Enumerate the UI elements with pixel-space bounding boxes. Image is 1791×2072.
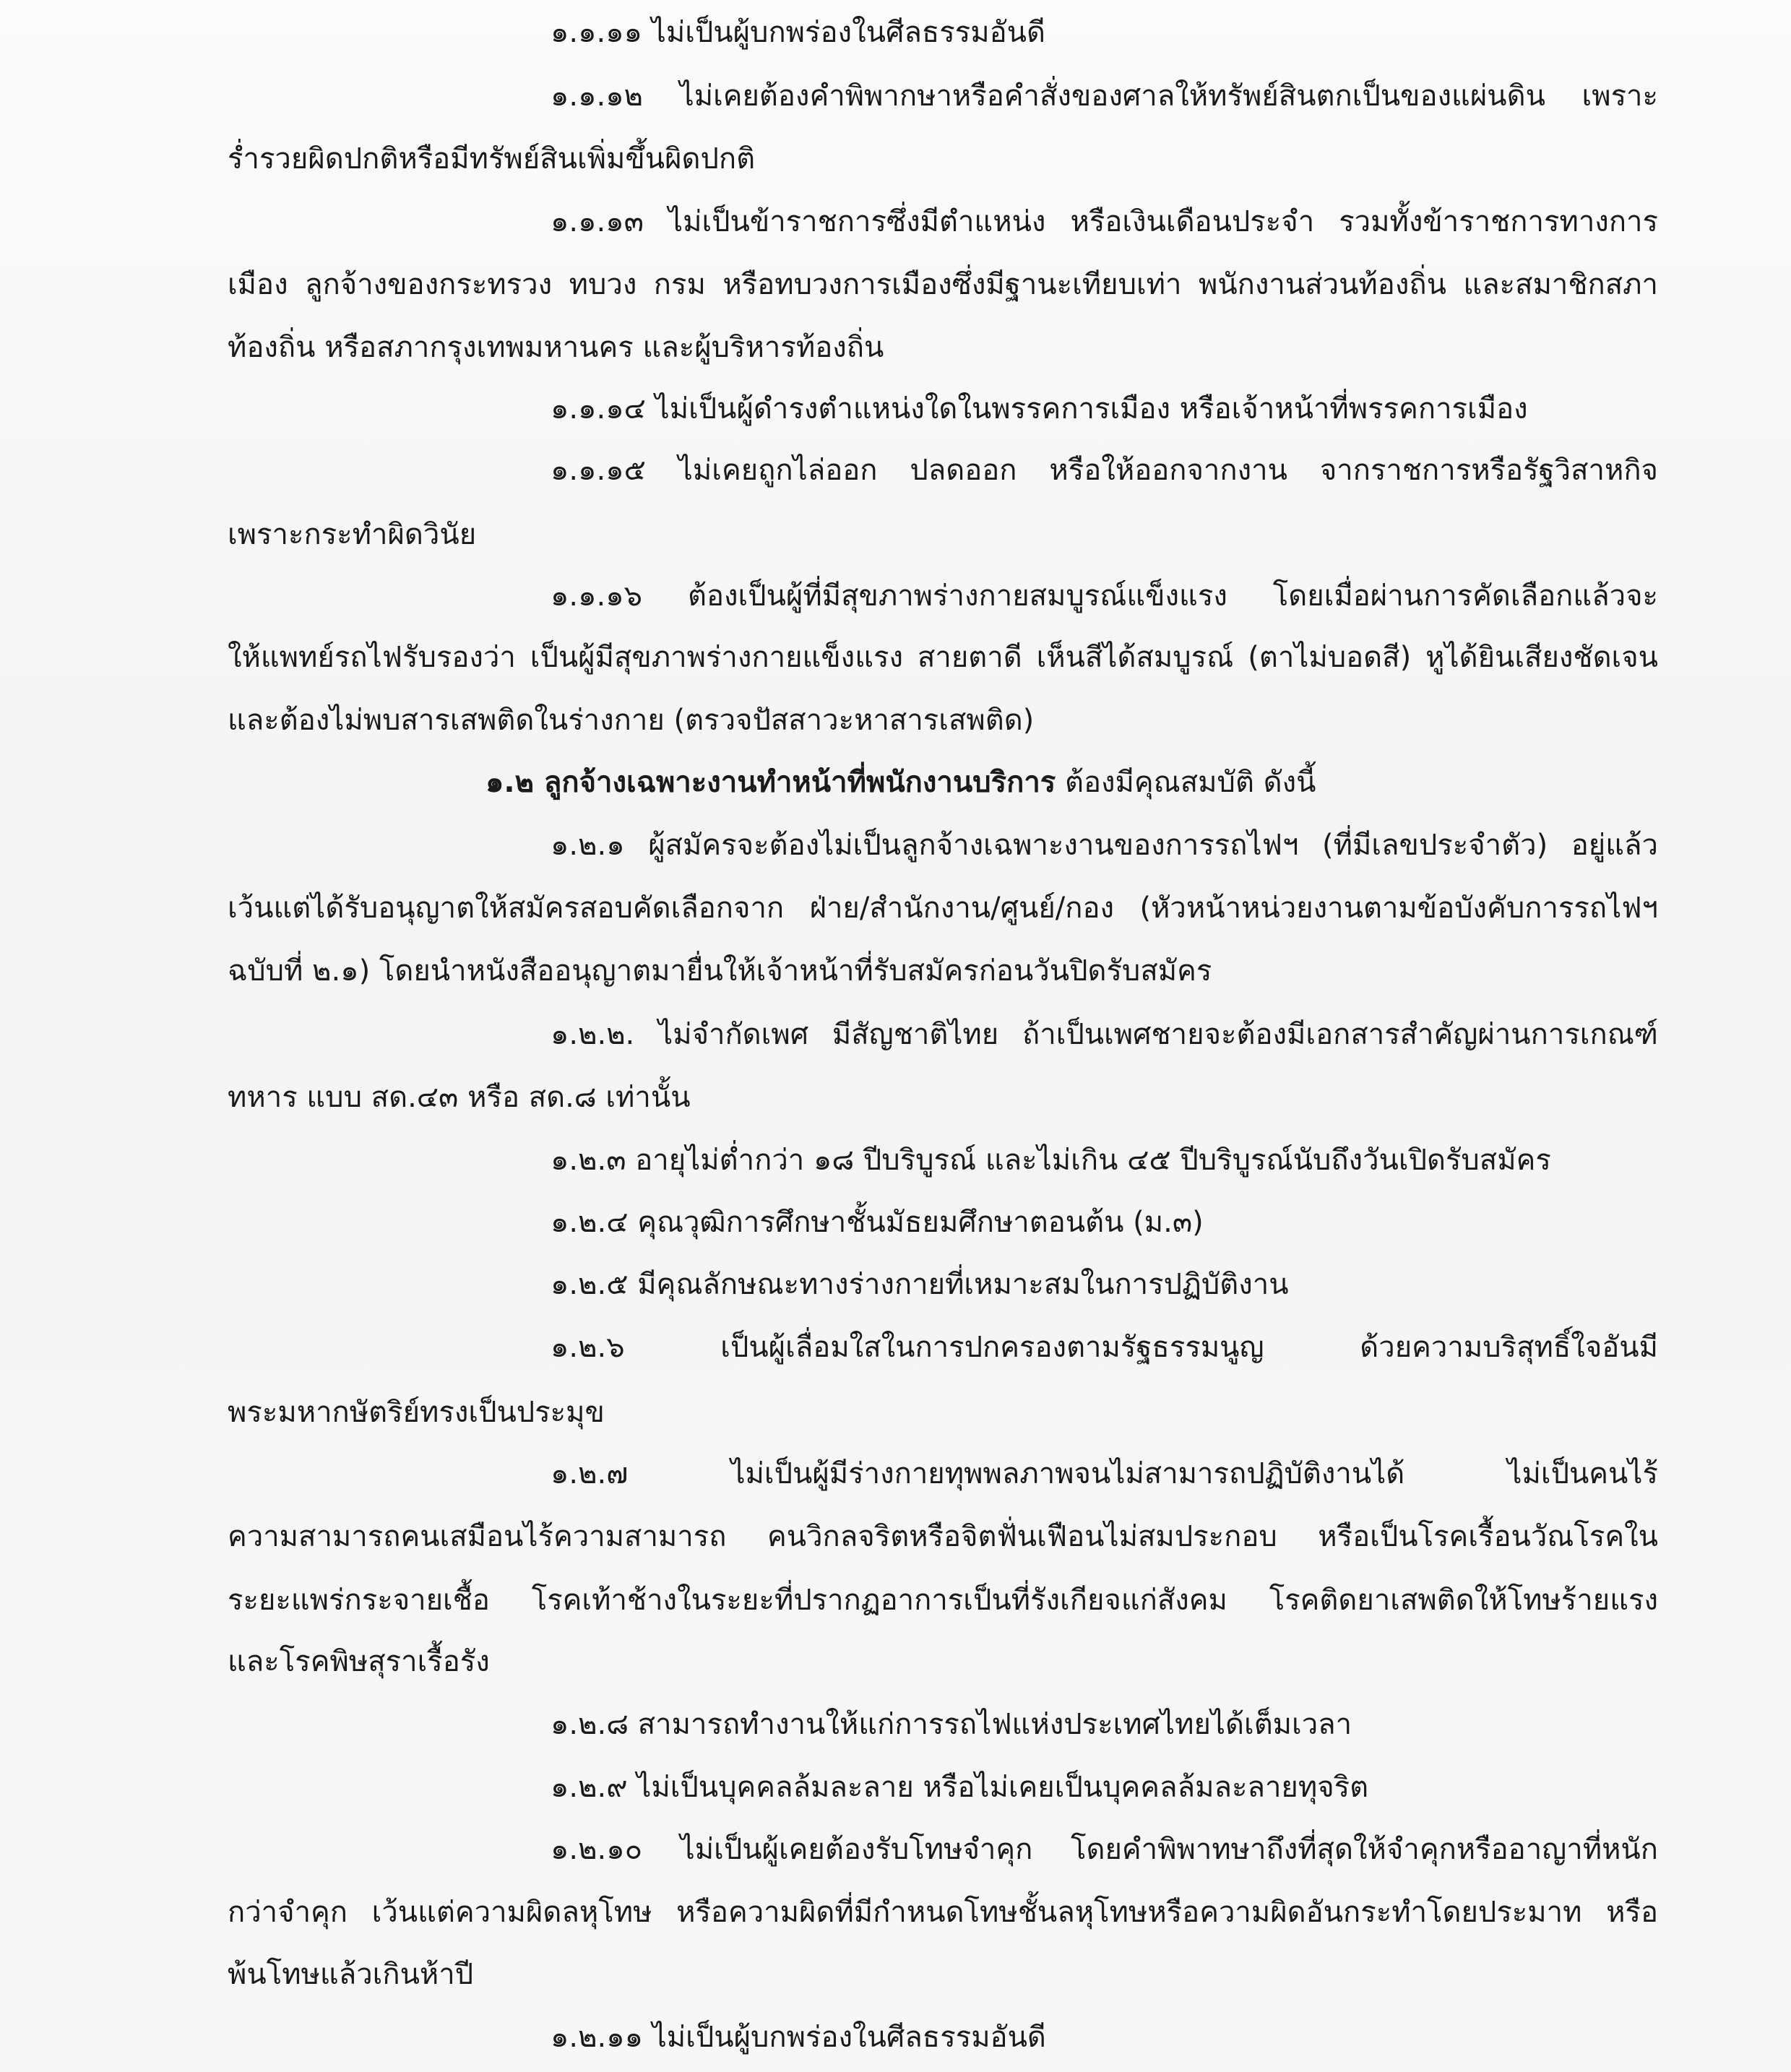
item-number: ๑.๑.๑๑ [551, 16, 642, 49]
item-number: ๑.๒.๔ [551, 1206, 629, 1239]
item-1-1-14 [551, 387, 1528, 431]
item-1-2-1 [551, 824, 1658, 867]
item-continuation: พระมหากษัตริย์ทรงเป็นประมุข [228, 1396, 605, 1429]
item-1-2-4 [551, 1201, 1204, 1244]
item-text: ไม่เป็นบุคคลล้มละลาย หรือไม่เคยเป็นบุคคลล้มละลายทุจริต [636, 1771, 1369, 1804]
item-text: ไม่เคยถูกไล่ออก ปลดออก หรือให้ออกจากงาน จากราชการหรือรัฐวิสาหกิจ [678, 454, 1658, 487]
item-text: ไม่เป็นผู้มีร่างกายทุพพลภาพจนไม่สามารถปฏิบัติงานได้ ไม่เป็นคนไร้ [730, 1457, 1659, 1490]
item-continuation: ท้องถิ่น หรือสภากรุงเทพมหานคร และผู้บริหารท้องถิ่น [228, 331, 884, 364]
item-text: ไม่เคยต้องคำพิพากษาหรือคำสั่งของศาลให้ทรัพย์สินตกเป็นของแผ่นดิน เพราะ [679, 79, 1658, 113]
item-continuation: ระยะแพร่กระจายเชื้อ โรคเท้าช้างในระยะที่ปรากฏอาการเป็นที่รังเกียจแก่สังคม โรคติดยาเสพติดให้โทษร้ายแรง [228, 1584, 1658, 1617]
item-continuation: ฉบับที่ ๒.๑) โดยนำหนังสืออนุญาตมายื่นให้เจ้าหน้าที่รับสมัครก่อนวันปิดรับสมัคร [228, 954, 1212, 988]
item-text: ไม่เป็นผู้บกพร่องในศีลธรรมอันดี [651, 16, 1045, 49]
item-continuation: ทหาร แบบ สด.๔๓ หรือ สด.๘ เท่านั้น [228, 1081, 691, 1114]
item-1-1-16 [551, 574, 1658, 618]
item-text: ไม่เป็นผู้เคยต้องรับโทษจำคุก โดยคำพิพาทษาถึงที่สุดให้จำคุกหรืออาญาที่หนัก [680, 1833, 1658, 1866]
item-1-2-11 [551, 2016, 1046, 2059]
item-number: ๑.๒.๖ [551, 1331, 625, 1364]
item-text: ไม่เป็นข้าราชการซึ่งมีตำแหน่ง หรือเงินเดือนประจำ รวมทั้งข้าราชการทางการ [668, 205, 1658, 238]
item-continuation: ร่ำรวยผิดปกติหรือมีทรัพย์สินเพิ่มขึ้นผิดปกติ [228, 142, 756, 176]
item-1-2-6 [551, 1326, 1658, 1369]
item-continuation: ความสามารถคนเสมือนไร้ความสามารถ คนวิกลจริตหรือจิตฟั่นเฟือนไม่สมประกอบ หรือเป็นโรคเรื้อนวัณโรคใน [228, 1520, 1658, 1553]
item-text: สามารถทำงานให้แก่การรถไฟแห่งประเทศไทยได้เต็มเวลา [637, 1708, 1352, 1741]
item-1-2-3 [551, 1139, 1551, 1182]
section-heading-bold: ๑.๒ ลูกจ้างเฉพาะงานทำหน้าที่พนักงานบริการ [485, 766, 1056, 799]
item-1-2-5 [551, 1263, 1289, 1306]
item-1-2-8 [551, 1703, 1352, 1746]
item-number: ๑.๒.๒. [551, 1018, 635, 1051]
item-text: อายุไม่ต่ำกว่า ๑๘ ปีบริบูรณ์ และไม่เกิน ๔๕ ปีบริบูรณ์นับถึงวันเปิดรับสมัคร [635, 1144, 1551, 1177]
item-continuation: และโรคพิษสุราเรื้อรัง [228, 1645, 490, 1678]
item-number: ๑.๒.๑๑ [551, 2021, 643, 2054]
item-1-1-13 [551, 200, 1658, 243]
item-number: ๑.๒.๑ [551, 829, 625, 862]
item-continuation: กว่าจำคุก เว้นแต่ความผิดลหุโทษ หรือความผิดที่มีกำหนดโทษชั้นลหุโทษหรือความผิดอันกระทำโดยประมาท หรือ [228, 1896, 1658, 1929]
item-number: ๑.๒.๘ [551, 1708, 629, 1741]
item-continuation: เพราะกระทำผิดวินัย [228, 518, 477, 551]
item-1-1-15 [551, 449, 1658, 492]
item-number: ๑.๑.๑๕ [551, 454, 646, 487]
item-text: ไม่เป็นผู้บกพร่องในศีลธรรมอันดี [652, 2021, 1046, 2054]
item-number: ๑.๑.๑๒ [551, 79, 643, 113]
item-text: มีคุณลักษณะทางร่างกายที่เหมาะสมในการปฏิบัติงาน [637, 1268, 1289, 1301]
item-number: ๑.๒.๕ [551, 1268, 629, 1301]
item-number: ๑.๒.๗ [551, 1457, 629, 1490]
item-text: ผู้สมัครจะต้องไม่เป็นลูกจ้างเฉพาะงานของการรถไฟฯ (ที่มีเลขประจำตัว) อยู่แล้ว [648, 829, 1659, 862]
item-text: ไม่จำกัดเพศ มีสัญชาติไทย ถ้าเป็นเพศชายจะต้องมีเอกสารสำคัญผ่านการเกณฑ์ [658, 1018, 1659, 1051]
item-continuation: ให้แพทย์รถไฟรับรองว่า เป็นผู้มีสุขภาพร่างกายแข็งแรง สายตาดี เห็นสีได้สมบูรณ์ (ตาไม่บอดสี) หูได้ยินเสียงชัดเจน [228, 641, 1658, 674]
item-text: ต้องเป็นผู้ที่มีสุขภาพร่างกายสมบูรณ์แข็งแรง โดยเมื่อผ่านการคัดเลือกแล้วจะ [687, 579, 1659, 613]
section-heading [485, 761, 1316, 804]
item-1-2-7 [551, 1452, 1658, 1495]
item-text: ไม่เป็นผู้ดำรงตำแหน่งใดในพรรคการเมือง หรือเจ้าหน้าที่พรรคการเมือง [655, 392, 1528, 426]
item-number: ๑.๑.๑๔ [551, 392, 646, 426]
item-1-2-2 [551, 1013, 1658, 1056]
item-continuation: พ้นโทษแล้วเกินห้าปี [228, 1958, 474, 1991]
item-text: เป็นผู้เลื่อมใสในการปกครองตามรัฐธรรมนูญ ด้วยความบริสุทธิ์ใจอันมี [720, 1331, 1658, 1364]
item-1-2-10 [551, 1828, 1658, 1871]
item-text: คุณวุฒิการศึกษาชั้นมัธยมศึกษาตอนต้น (ม.๓) [637, 1206, 1204, 1239]
item-1-2-9 [551, 1766, 1368, 1809]
item-number: ๑.๑.๑๖ [551, 579, 642, 613]
item-number: ๑.๒.๑๐ [551, 1833, 642, 1866]
item-1-1-11 [551, 11, 1045, 54]
item-number: ๑.๑.๑๓ [551, 205, 644, 238]
item-continuation: เมือง ลูกจ้างของกระทรวง ทบวง กรม หรือทบวงการเมืองซึ่งมีฐานะเทียบเท่า พนักงานส่วนท้องถิ่น และสมาชิกสภา [228, 268, 1658, 301]
section-heading-rest: ต้องมีคุณสมบัติ ดังนี้ [1065, 766, 1316, 799]
item-1-1-12 [551, 74, 1658, 118]
item-number: ๑.๒.๙ [551, 1771, 628, 1804]
item-continuation: เว้นแต่ได้รับอนุญาตให้สมัครสอบคัดเลือกจาก ฝ่าย/สำนักงาน/ศูนย์/กอง (หัวหน้าหน่วยงานตามข้อบังคับการรถไฟฯ [228, 892, 1658, 925]
item-number: ๑.๒.๓ [551, 1144, 626, 1177]
item-continuation: และต้องไม่พบสารเสพติดในร่างกาย (ตรวจปัสสาวะหาสารเสพติด) [228, 704, 1035, 737]
